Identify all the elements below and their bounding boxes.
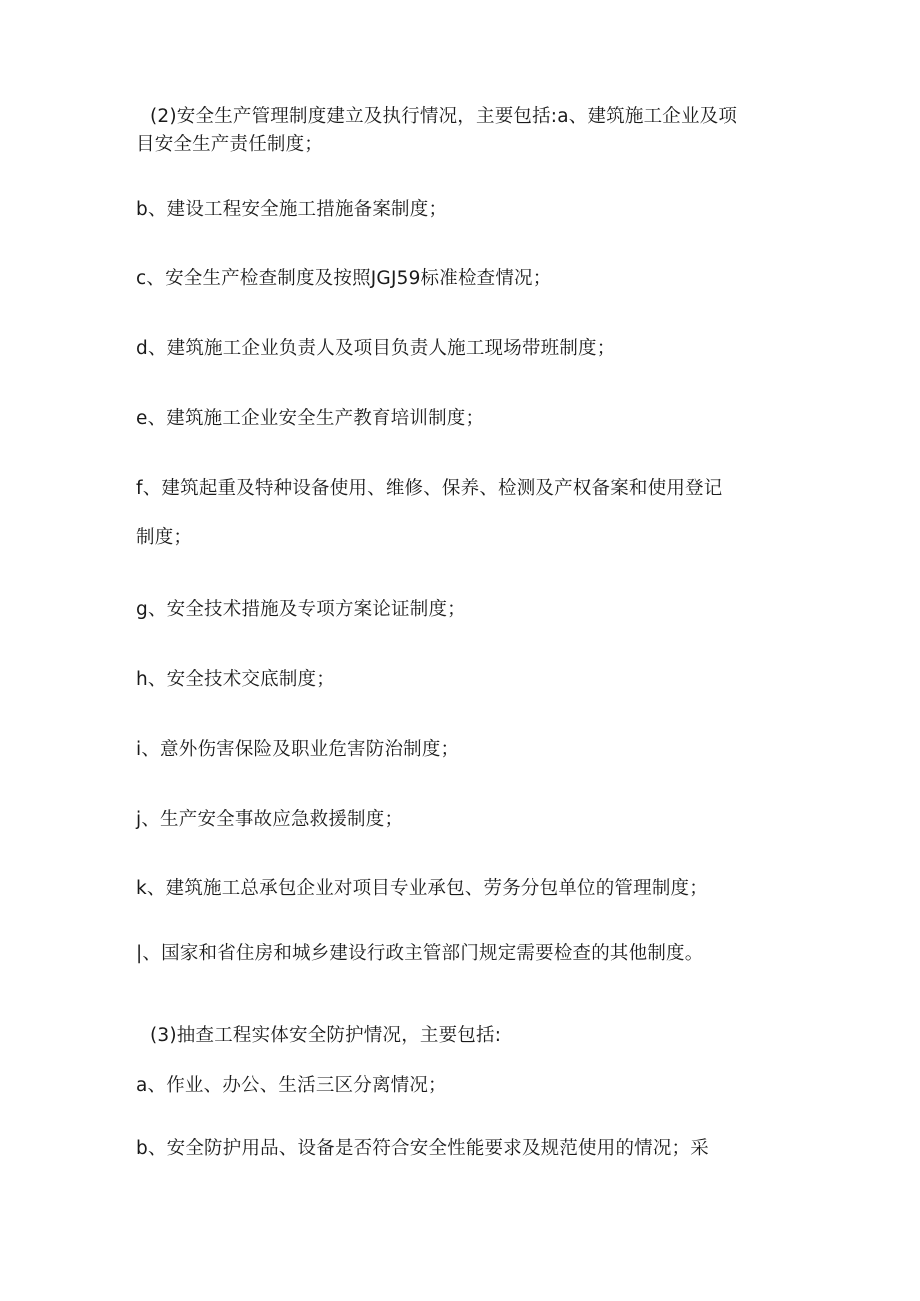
- paragraph-2-line-2: 目安全生产责任制度；: [136, 134, 324, 155]
- item-g: g、安全技术措施及专项方案论证制度；: [136, 599, 466, 620]
- item-i: i、意外伤害保险及职业危害防治制度；: [136, 739, 460, 760]
- paragraph-2-line-1: (2)安全生产管理制度建立及执行情况，主要包括:a、建筑施工企业及项: [150, 106, 738, 127]
- item-k: k、建筑施工总承包企业对项目专业承包、劳务分包单位的管理制度；: [136, 878, 708, 899]
- item-3b: b、安全防护用品、设备是否符合安全性能要求及规范使用的情况；采: [136, 1138, 709, 1159]
- item-f-line-1: f、建筑起重及特种设备使用、维修、保养、检测及产权备案和使用登记: [136, 478, 723, 499]
- item-j: j、生产安全事故应急救援制度；: [136, 809, 404, 830]
- item-d: d、建筑施工企业负责人及项目负责人施工现场带班制度；: [136, 338, 616, 359]
- item-c: c、安全生产检查制度及按照JGJ59标准检查情况；: [136, 268, 552, 289]
- item-h: h、安全技术交底制度；: [136, 669, 335, 690]
- item-b: b、建设工程安全施工措施备案制度；: [136, 199, 448, 220]
- item-l: |、国家和省住房和城乡建设行政主管部门规定需要检查的其他制度。: [136, 943, 704, 964]
- paragraph-3-heading: (3)抽查工程实体安全防护情况，主要包括:: [150, 1025, 502, 1046]
- item-3a: a、作业、办公、生活三区分离情况；: [136, 1075, 447, 1096]
- item-e: e、建筑施工企业安全生产教育培训制度；: [136, 408, 485, 429]
- item-f-line-2: 制度；: [136, 527, 193, 548]
